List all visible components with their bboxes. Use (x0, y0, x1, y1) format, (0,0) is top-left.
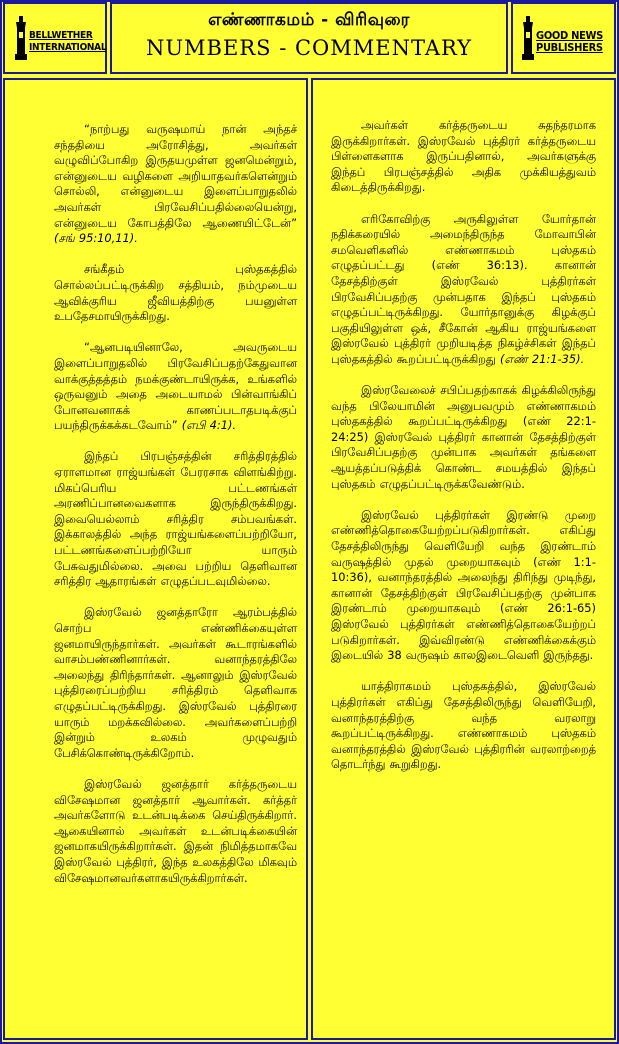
paragraph (54, 262, 297, 324)
logo-line-2: INTERNATIONAL (29, 42, 107, 53)
paragraph-text: இஸ்ரவேல் ஜனத்தார் கர்த்தருடைய விசேஷமான ஜனத்தார் ஆவார்கள். கர்த்தர் அவர்களோடு உடன்படிக்கை செய்திருக்கிறார். ஆகையினால் அவர்கள் உடன்படிக்கையின் ஜனமாகயிருக்கிறார்கள். இதன் நிமித்தமாகவே இஸ்ரவேல் புத்திரர், இந்த உலகத்திலே மிகவும் விசேஷமானவர்களாகயிருக்கிறார்கள். (54, 776, 297, 885)
paragraph-text: இந்தப் பிரபஞ்சத்தின் சரித்திரத்தில் ஏராளமான ராஜ்யங்கள் பேரரசாக விளங்கிற்று. மிகப்பெரிய பட்டணங்கள் அரணிப்பானவைகளாக இருந்திருக்கிறது. இவையெல்லாம் சரித்திர சம்பவங்கள். இக்காலத்தில் அந்த ராஜ்யங்களைப்பற்றியோ, பட்டணங்களைப்பற்றியோ யாரும் பேசுவதுமில்லை. அவை பற்றிய தெளிவான சரித்திர ஆதாரங்கள் எழுதப்படவுமில்லை. (54, 449, 297, 589)
scripture-reference: (எண் 21:1-35). (499, 351, 585, 366)
title-english: NUMBERS - COMMENTARY (145, 36, 473, 60)
logo-line-1: BELLWETHER (29, 30, 93, 41)
paragraph-text: அவர்கள் கர்த்தருடைய சுதந்தரமாக இருக்கிறார்கள். இஸ்ரவேல் புத்திரர் கர்த்தருடைய பிள்ளைகளாக இருப்பதினால், அவர்களுக்கு இந்தப் பிரபஞ்சத்தில் அதிக முக்கியத்துவம் கிடைத்திருக்கிறது. (331, 118, 596, 195)
scripture-reference: (எபி 4:1). (181, 418, 237, 433)
right-column (311, 78, 616, 1040)
paragraph (331, 118, 596, 196)
paragraph-text: இஸ்ரவேல் புத்திரர்கள் இரண்டு முறை எண்ணித்தொகையேற்றப்படுகிறார்கள். எகிப்து தேசத்திலிருந்து வெளியேறி வந்த இரண்டாம் வருஷத்தில் முதல் முறையாகவும் (எண் 1:1-10:36), வனாந்தரத்தில் அலைந்து திரிந்து முடிந்து, கானான் தேசத்திற்குள் பிரவேசிப்பதற்கு முன்பாக இரண்டாம் முறையாகவும் (எண் 26:1-65) இஸ்ரவேல் புத்திரர்கள் எண்ணித்தொகையேற்றப் படுகிறார்கள். இவ்விரண்டு எண்ணிக்கைக்கும் இடையில் 38 வருஷம் காலஇடைவெளி இருந்தது. (331, 507, 596, 663)
paragraph-text: “ஆனபடியினாலே, அவருடைய இளைப்பாறுதலில் பிரவேசிப்பதற்கேதுவான வாக்குத்தத்தம் நமக்குண்டாயிருக்க, உங்களில் ஒருவனும் அதை அடையாமல் பின்வாங்கிப் போனவனாகக் காணப்படாதபடிக்குப் பயந்திருக்கக்கடவோம்” (54, 340, 297, 433)
bellwether-logo-box (3, 2, 107, 74)
paragraph-text: யாத்திராகமம் புஸ்தகத்தில், இஸ்ரவேல் புத்திரர்கள் எகிப்து தேசத்திலிருந்து வெளியேறி, வனாந்தரத்திற்கு வந்த வரலாறு கூறப்பட்டிருக்கிறது. எண்ணாகமம் புஸ்தகம் வனாந்தரத்தில் இஸ்ரவேல் புத்திரரின் வரலாற்றைத் தொடர்ந்து கூறுகிறது. (331, 679, 596, 772)
bell-tower-icon (14, 16, 28, 60)
paragraph (54, 122, 297, 247)
paragraph-text: இஸ்ரவேல் ஜனத்தாரோ ஆரம்பத்தில் சொற்ப எண்ணிக்கையுள்ள ஜனமாயிருந்தார்கள். அவர்கள் கூடாரங்களில் வாசம்பண்ணினார்கள். வனாந்தரத்திலே அலைந்து திரிந்தார்கள். ஆனாலும் இஸ்ரவேல் புத்திரரைப்பற்றிய சரித்திரம் தெளிவாக எழுதப்பட்டிருக்கிறது. இஸ்ரவேல் புத்திரரை யாரும் மறக்கவில்லை. அவர்களைப்பற்றி இன்றும் உலகம் முழுவதும் பேசிக்கொண்டிருக்கிறோம். (54, 605, 297, 760)
scripture-reference: (சங் 95:10,11). (54, 231, 138, 246)
bell-tower-icon (521, 16, 535, 60)
left-column (3, 78, 308, 1040)
paragraph-text: சங்கீதம் புஸ்தகத்தில் சொல்லப்பட்டிருக்கிற சத்தியம், நம்முடைய ஆவிக்குரிய ஜீவியத்திற்கு பயனுள்ள உபதேசமாயிருக்கிறது. (54, 262, 297, 324)
paragraph (331, 508, 596, 664)
paragraph-text: இஸ்ரவேலைச் சபிப்பதற்காகக் கிழக்கிலிருந்து வந்த பிலேயாமின் அனுபவமும் எண்ணாகமம் புஸ்தகத்தில் கூறப்பட்டிருக்கிறது (எண் 22:1-24:25) இஸ்ரவேல் புத்திரர் கானான் தேசத்திற்குள் பிரவேசிப்பதற்கு முன்பாக அவர்கள் தங்களை ஆயத்தப்படுத்திக் கொண்ட சமயத்தில் இந்தப் புஸ்தகம் எழுதப்பட்டிருக்கவேண்டும். (331, 383, 596, 491)
paragraph-text: எரிகோவிற்கு அருகிலுள்ள யோர்தான் நதிக்கரையில் அமைந்திருந்த மோவாபின் சமவெளிகளில் எண்ணாகமம் புஸ்தகம் எழுதப்பட்டது (எண் 36:13). கானான் தேசத்திற்குள் இஸ்ரவேல் புத்திரர்கள் பிரவேசிப்பதற்கு முன்பதாக இந்தப் புஸ்தகம் எழுதப்பட்டிருக்கிறது. யோர்தானுக்கு கிழக்குப் பகுதியிலுள்ள ஒக், சீகோன் ஆகிய ராஜ்யங்களை இஸ்ரவேல் புத்திரர் முறியடித்த நிகழ்ச்சிகள் இந்தப் புஸ்தகத்தில் கூறப்பட்டிருக்கிறது (331, 211, 596, 366)
paragraph (331, 679, 596, 773)
title-box (110, 2, 508, 74)
paragraph (54, 605, 297, 761)
paragraph (331, 383, 596, 492)
title-tamil: எண்ணாகமம் - விரிவுரை (208, 10, 410, 30)
logo-line-2: PUBLISHERS (536, 41, 603, 54)
paragraph (54, 340, 297, 434)
paragraph (54, 449, 297, 589)
good-news-logo-box (511, 2, 616, 74)
paragraph-text: “நாற்பது வருஷமாய் நான் அந்தச் சந்ததியை அரோசித்து, அவர்கள் வழுவிப்போகிற இருதயமுள்ள ஜனமென்றும், என்னுடைய வழிகளை அறியாதவர்களென்றும் சொல்லி, என்னுடைய இளைப்பாறுதலில் அவர்கள் பிரவேசிப்பதில்லையென்று, என்னுடைய கோபத்திலே ஆணையிட்டேன்” (54, 122, 297, 230)
bellwether-logo-text (29, 30, 106, 54)
good-news-logo-text (536, 30, 603, 54)
logo-line-1: GOOD NEWS (536, 29, 603, 42)
paragraph (331, 212, 596, 368)
paragraph (54, 777, 297, 886)
